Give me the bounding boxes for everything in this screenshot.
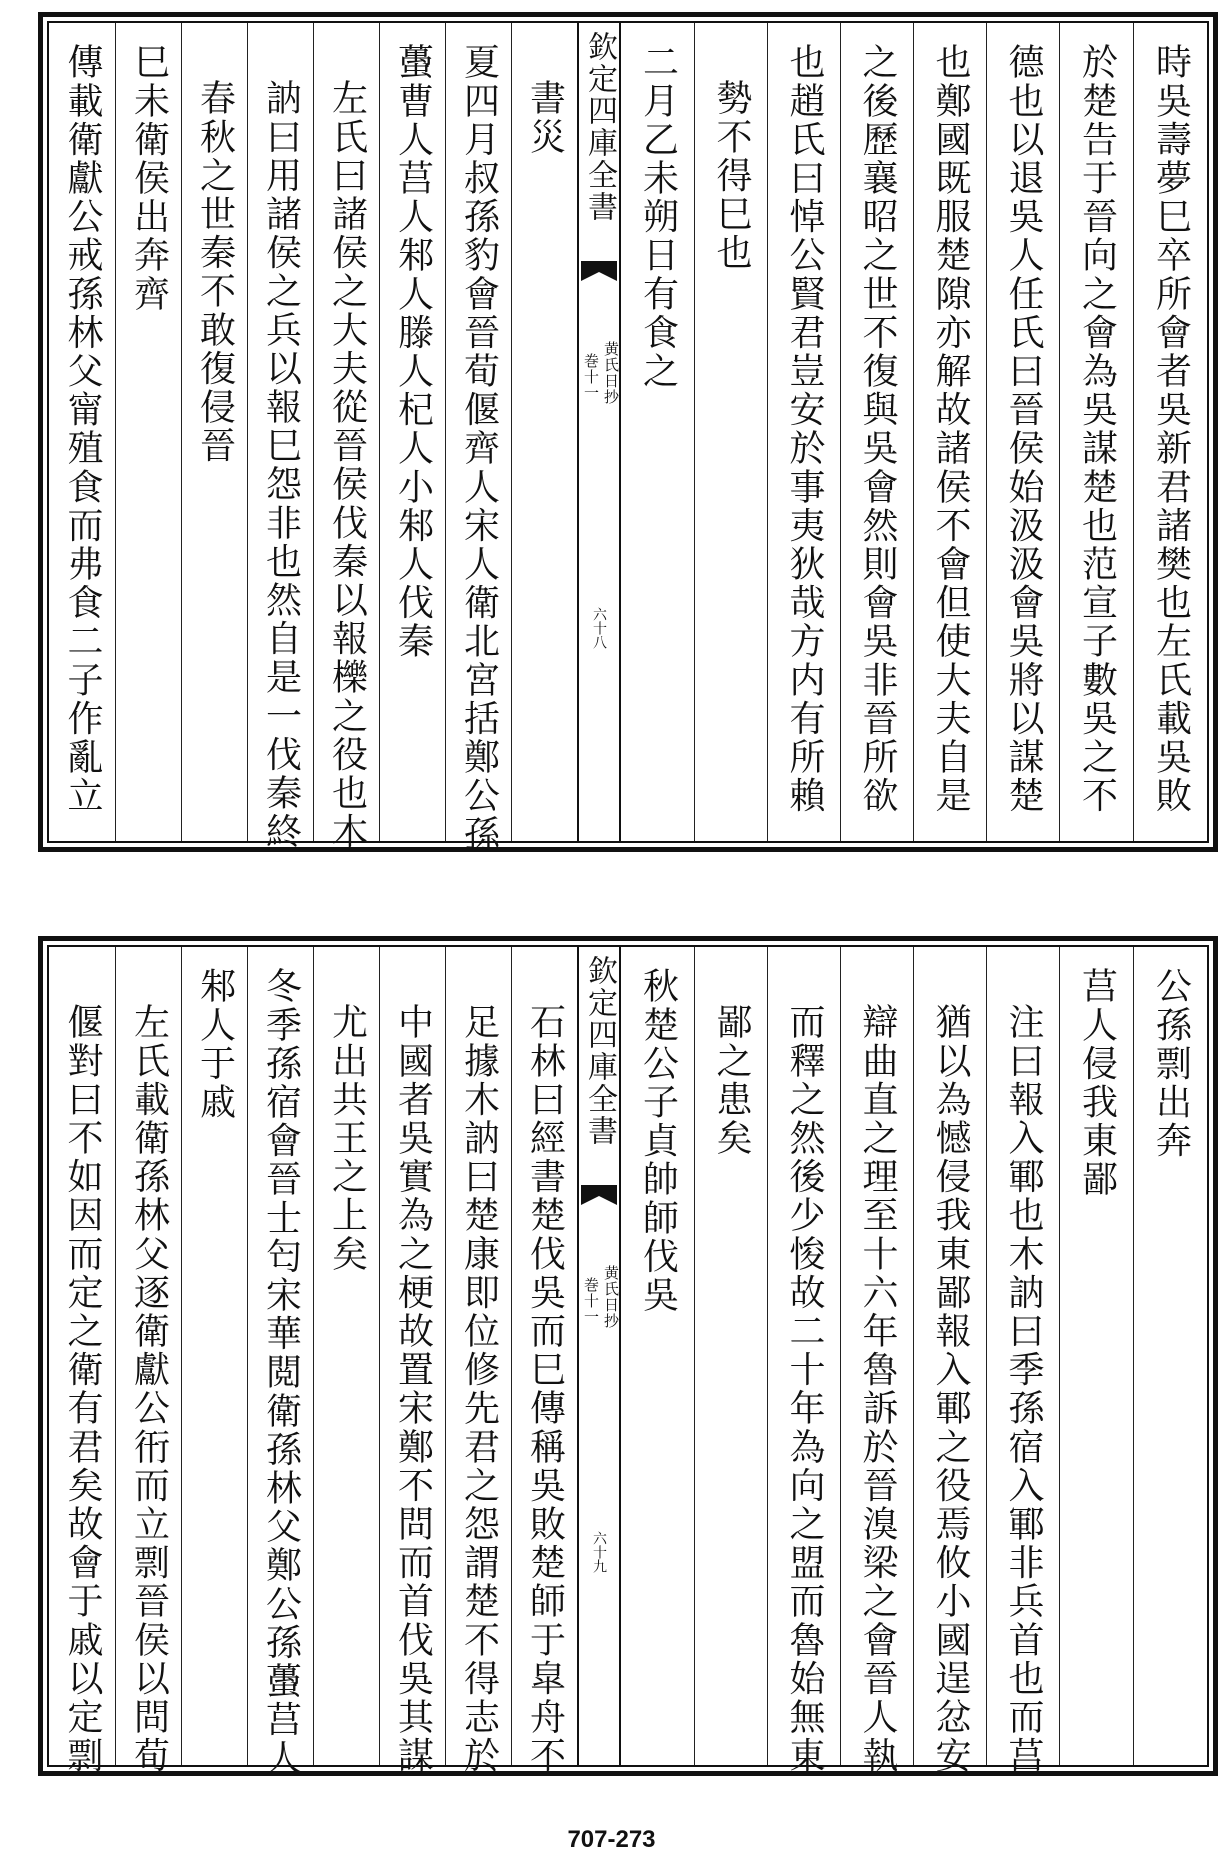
- text-column: [313, 947, 379, 1765]
- column-text: 足據木訥曰楚康即位修先君之怨謂楚不得志於: [458, 1003, 500, 1775]
- column-text: 於楚告于晉向之會為吳謀楚也范宣子數吳之不: [1076, 43, 1118, 815]
- text-column: [379, 947, 445, 1775]
- text-column: [840, 947, 913, 1775]
- column-text: 石林曰經書楚伐吳而巳傳稱吳敗楚師于皐舟不: [524, 1003, 566, 1775]
- text-column: [767, 23, 840, 841]
- text-column: [247, 947, 313, 1778]
- column-text: 左氏曰諸侯之大夫從晉侯伐秦以報櫟之役也木: [326, 79, 368, 851]
- text-column: [1133, 23, 1207, 841]
- text-column: [115, 23, 181, 841]
- column-text: 左氏載衛孫林父逐衛獻公衎而立剽晉侯以問荀: [128, 1003, 170, 1775]
- text-column: [986, 23, 1059, 841]
- text-column: [986, 947, 1059, 1775]
- text-column: [379, 23, 445, 841]
- center-fold-band: [577, 23, 621, 841]
- column-text: 鄙之患矣: [711, 1003, 752, 1158]
- text-column: [445, 947, 511, 1775]
- fish-tail-mark: [581, 261, 617, 281]
- column-text: 德也以退吳人任氏曰晉侯始汲汲會吳將以謀楚: [1003, 43, 1044, 815]
- column-text: 時吳壽夢巳卒所會者吳新君諸樊也左氏載吳敗: [1150, 43, 1192, 815]
- page-bottom: [38, 936, 1223, 1784]
- column-text: 之後歷襄昭之世不復與吳會然則會吳非晉所欲: [857, 43, 898, 815]
- text-column: [247, 23, 313, 851]
- column-text: 邾人于戚: [194, 967, 236, 1122]
- text-column: [767, 947, 840, 1775]
- folio-number: 六十八: [591, 607, 607, 649]
- text-column: [313, 23, 379, 851]
- text-column: [621, 23, 694, 841]
- column-text: 中國者吳實為之梗故置宋鄭不問而首伐吳其謀: [392, 1003, 434, 1775]
- book-title: 欽定四庫全書: [582, 955, 617, 1147]
- column-text: 也趙氏曰悼公賢君豈安於事夷狄哉方内有所賴: [784, 43, 825, 815]
- text-column: [1059, 23, 1133, 841]
- column-text: 也鄭國既服楚隙亦解故諸侯不會但使大夫自是: [930, 43, 971, 815]
- volume-label: 巻十一: [582, 353, 600, 401]
- source-title: 黄氏日抄: [602, 1265, 620, 1329]
- column-text: 秋楚公子貞帥師伐吳: [637, 967, 679, 1315]
- source-title: 黄氏日抄: [602, 341, 620, 405]
- page-top: [38, 12, 1223, 860]
- text-column: [49, 947, 115, 1775]
- page-content: [49, 23, 1207, 854]
- column-text: 注曰報入鄆也木訥曰季孫宿入鄆非兵首也而莒: [1003, 1003, 1044, 1775]
- column-text: 勢不得巳也: [711, 79, 752, 272]
- text-column: [1059, 947, 1133, 1765]
- column-text: 冬季孫宿會晉士匄宋華閲衛孫林父鄭公孫蠆莒人: [260, 967, 302, 1778]
- column-text: 二月乙未朔日有食之: [637, 43, 679, 391]
- column-text: 公孫剽出奔: [1150, 967, 1192, 1160]
- column-text: 書災: [524, 79, 566, 157]
- text-column: [511, 23, 577, 841]
- column-text: 巳未衛侯出奔齊: [128, 43, 170, 314]
- center-fold-band: [577, 947, 621, 1765]
- folio-number: 六十九: [591, 1531, 607, 1573]
- text-column: [913, 947, 986, 1775]
- column-text: 春秋之世秦不敢復侵晉: [194, 79, 236, 465]
- column-text: 猶以為憾侵我東鄙報入鄆之役焉攸小國逞忿安: [930, 1003, 971, 1775]
- text-column: [181, 947, 247, 1765]
- text-column: [49, 23, 115, 841]
- text-column: [1133, 947, 1207, 1765]
- text-column: [511, 947, 577, 1775]
- column-text: 莒人侵我東鄙: [1076, 967, 1118, 1199]
- column-text: 辯曲直之理至十六年魯訴於晉溴梁之會晉人執: [857, 1003, 898, 1775]
- text-column: [840, 23, 913, 841]
- column-text: 蠆曹人莒人邾人滕人杞人小邾人伐秦: [392, 43, 434, 661]
- column-text: 而釋之然後少悛故二十年為向之盟而魯始無東: [784, 1003, 825, 1775]
- text-column: [913, 23, 986, 841]
- page-content: [49, 947, 1207, 1778]
- volume-label: 巻十一: [582, 1277, 600, 1325]
- text-column: [694, 23, 767, 841]
- column-text: 傳載衛獻公戒孫林父甯殖食而弗食二子作亂立: [62, 43, 103, 815]
- page-number: 707-273: [567, 1826, 656, 1853]
- column-text: 訥曰用諸侯之兵以報巳怨非也然自是一伐秦終: [260, 79, 302, 851]
- text-column: [694, 947, 767, 1765]
- column-text: 尤出共王之上矣: [326, 1003, 368, 1274]
- text-column: [115, 947, 181, 1775]
- text-column: [621, 947, 694, 1765]
- book-title: 欽定四庫全書: [582, 31, 617, 223]
- column-text: 夏四月叔孫豹會晉荀偃齊人宋人衛北宮括鄭公孫: [458, 43, 500, 854]
- text-column: [181, 23, 247, 841]
- text-column: [445, 23, 511, 854]
- column-text: 偃對曰不如因而定之衛有君矣故會于戚以定剽: [62, 1003, 103, 1775]
- fish-tail-mark: [581, 1185, 617, 1205]
